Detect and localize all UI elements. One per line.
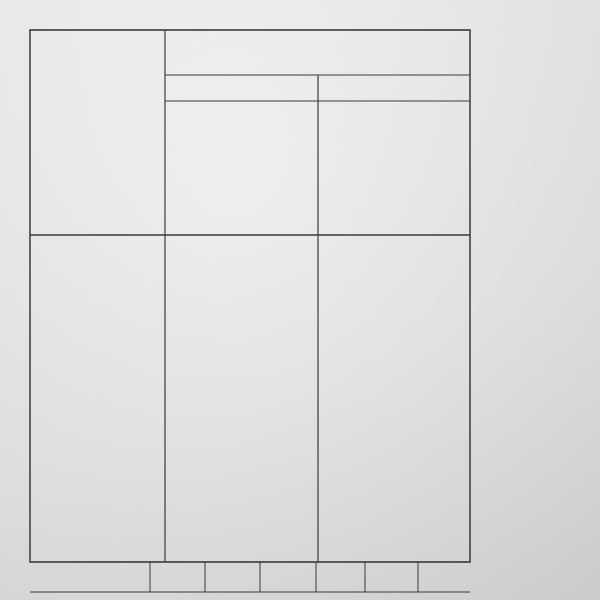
- table-frame: [30, 30, 470, 562]
